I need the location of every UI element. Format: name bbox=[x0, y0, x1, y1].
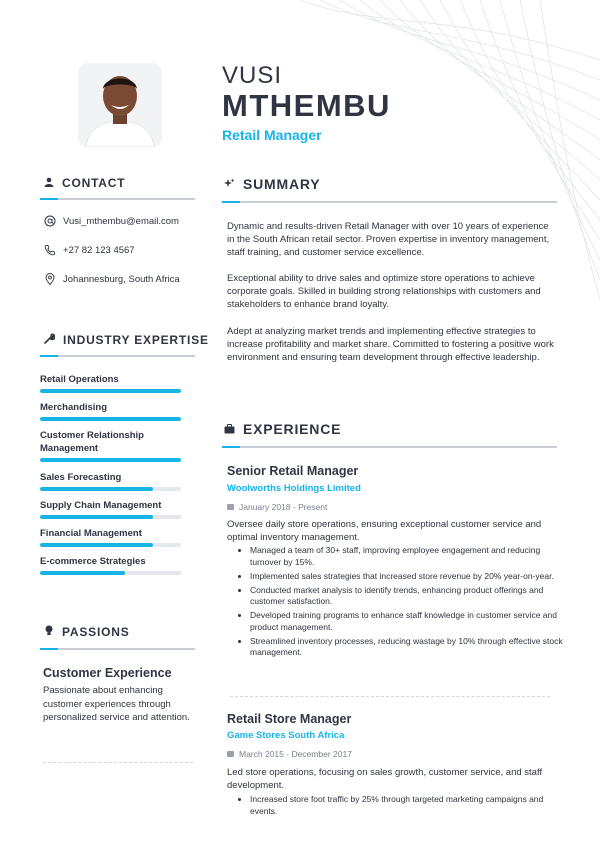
skill-bar-fill bbox=[40, 543, 153, 547]
passions-title: PASSIONS bbox=[62, 625, 130, 639]
passion-separator bbox=[43, 762, 193, 763]
skill-bar bbox=[40, 417, 181, 421]
job-summary: Oversee daily store operations, ensuring exceptional customer service and optimal inventory management. bbox=[227, 519, 542, 543]
skill-name: Merchandising bbox=[40, 402, 108, 413]
job-date: January 2018 - Present bbox=[239, 502, 328, 512]
skill-item bbox=[40, 429, 182, 462]
experience-divider bbox=[222, 446, 557, 448]
summary-paragraph: Exceptional ability to drive sales and optimize store operations to achieve corporate goals. Skilled in building strong relationships with customers and stakeholders to enhance brand loyalty. bbox=[227, 273, 541, 310]
job-bullet: • Developed training programs to enhance staff knowledge in customer service and product management. bbox=[250, 610, 572, 633]
skill-item bbox=[40, 527, 182, 547]
job-bullets bbox=[234, 794, 572, 820]
expertise-divider bbox=[40, 355, 195, 357]
job-role: Retail Manager bbox=[222, 127, 322, 143]
expertise-heading bbox=[44, 333, 209, 347]
job-bullet: • Implemented sales strategies that increased store revenue by 20% year-on-year. bbox=[250, 571, 572, 583]
wrench-icon bbox=[44, 333, 55, 347]
profile-photo bbox=[78, 63, 162, 147]
phone-icon bbox=[44, 244, 56, 256]
skill-item bbox=[40, 373, 182, 393]
job-date-row bbox=[227, 749, 352, 759]
job-separator bbox=[230, 696, 550, 697]
skill-name: Retail Operations bbox=[40, 374, 119, 385]
skill-bar-fill bbox=[40, 458, 181, 462]
contact-heading bbox=[44, 176, 125, 190]
contact-phone[interactable]: +27 82 123 4567 bbox=[63, 244, 135, 256]
skill-name: Sales Forecasting bbox=[40, 472, 122, 483]
calendar-icon bbox=[227, 751, 234, 757]
contact-email-row[interactable] bbox=[44, 215, 179, 227]
job-company: Woolworths Holdings Limited bbox=[227, 483, 361, 494]
passion-item-title: Customer Experience bbox=[43, 666, 172, 680]
expertise-title: INDUSTRY EXPERTISE bbox=[63, 333, 209, 347]
job-date-row bbox=[227, 502, 327, 512]
job-bullet: • Managed a team of 30+ staff, improving employee engagement and reducing turnover by 15%. bbox=[250, 545, 572, 568]
sparkle-icon bbox=[224, 176, 235, 192]
summary-divider bbox=[222, 201, 557, 203]
last-name: MTHEMBU bbox=[222, 88, 391, 123]
job-bullet: • Increased store foot traffic by 25% through targeted marketing campaigns and events. bbox=[250, 794, 572, 817]
skill-bar bbox=[40, 571, 181, 575]
passions-divider bbox=[40, 648, 195, 650]
summary-heading bbox=[224, 176, 320, 192]
passion-item-text: Passionate about enhancing customer experiences through personalized service and attention. bbox=[43, 685, 190, 723]
lightbulb-icon bbox=[44, 625, 54, 639]
first-name: VUSI bbox=[222, 62, 283, 89]
at-icon bbox=[44, 215, 56, 227]
skill-bar-fill bbox=[40, 515, 153, 519]
job-bullets bbox=[234, 545, 572, 661]
skill-bar-fill bbox=[40, 417, 181, 421]
experience-title: EXPERIENCE bbox=[243, 421, 342, 437]
skill-bar-fill bbox=[40, 571, 125, 575]
summary-paragraph: Adept at analyzing market trends and implementing effective strategies to increase profitability and market share. Committed to fostering a positive work environment and ensuring team development through effective leadership. bbox=[227, 326, 554, 363]
job-title: Senior Retail Manager bbox=[227, 464, 359, 478]
skill-name: Financial Management bbox=[40, 528, 142, 539]
location-pin-icon bbox=[44, 273, 56, 285]
briefcase-icon bbox=[224, 421, 235, 437]
skill-bar-fill bbox=[40, 389, 181, 393]
contact-location-row bbox=[44, 273, 180, 285]
skill-name: Supply Chain Management bbox=[40, 500, 162, 511]
skill-name: Customer Relationship Management bbox=[40, 430, 144, 454]
contact-location: Johannesburg, South Africa bbox=[63, 273, 180, 285]
job-title: Retail Store Manager bbox=[227, 712, 352, 726]
skill-item bbox=[40, 555, 182, 575]
skill-bar bbox=[40, 458, 181, 462]
skill-item bbox=[40, 401, 182, 421]
job-company: Game Stores South Africa bbox=[227, 730, 345, 741]
job-bullet: • Streamlined inventory processes, reducing wastage by 10% through effective stock management. bbox=[250, 636, 572, 659]
skill-name: E-commerce Strategies bbox=[40, 556, 146, 567]
contact-phone-row[interactable] bbox=[44, 244, 135, 256]
contact-divider bbox=[40, 198, 195, 200]
calendar-icon bbox=[227, 504, 234, 510]
job-summary: Led store operations, focusing on sales growth, customer service, and staff development. bbox=[227, 767, 543, 791]
summary-paragraph: Dynamic and results-driven Retail Manager with over 10 years of experience in the South African retail sector. Proven expertise in inventory management, staff training, and customer service excellence. bbox=[227, 221, 550, 258]
skill-item bbox=[40, 499, 182, 519]
passions-heading bbox=[44, 625, 130, 639]
contact-title: CONTACT bbox=[62, 176, 126, 190]
contact-email[interactable]: Vusi_mthembu@email.com bbox=[63, 215, 179, 227]
skill-bar-fill bbox=[40, 487, 153, 491]
skill-bar bbox=[40, 487, 181, 491]
experience-heading bbox=[224, 421, 341, 437]
person-icon bbox=[44, 176, 54, 190]
summary-title: SUMMARY bbox=[243, 176, 321, 192]
job-date: March 2015 - December 2017 bbox=[239, 749, 352, 759]
skill-bar bbox=[40, 543, 181, 547]
skill-item bbox=[40, 471, 182, 491]
job-bullet: • Conducted market analysis to identify trends, enhancing product offerings and customer satisfaction. bbox=[250, 585, 572, 608]
skill-bar bbox=[40, 515, 181, 519]
skill-bar bbox=[40, 389, 181, 393]
